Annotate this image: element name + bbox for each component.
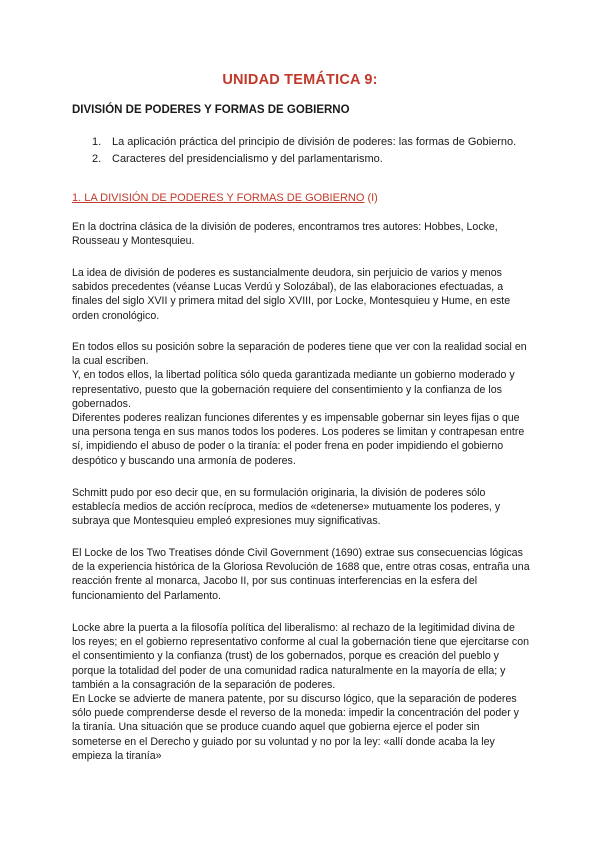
paragraph-block [72, 220, 530, 248]
paragraph-block [72, 266, 530, 323]
paragraph: En la doctrina clásica de la división de poderes, encontramos tres autores: Hobbes, Locke, Rousseau y Montesquieu. [72, 221, 498, 248]
toc-item [92, 151, 552, 168]
paragraph-block [72, 486, 530, 529]
paragraph-block [72, 546, 530, 603]
paragraph-block [72, 621, 530, 763]
subsection-suffix: (I) [364, 192, 378, 204]
toc-item-number: 1. [92, 136, 102, 148]
section-title: DIVISIÓN DE PODERES Y FORMAS DE GOBIERNO [72, 104, 350, 116]
paragraph-block [72, 340, 530, 468]
unit-title: UNIDAD TEMÁTICA 9: [222, 72, 378, 88]
toc-item [92, 134, 552, 151]
paragraph: Y, en todos ellos, la libertad política sólo queda garantizada mediante un gobierno moderado y representativo, puesto que la gobernación requiere del consentimiento y la confianza de los gobernados. [72, 369, 515, 410]
table-of-contents [92, 134, 552, 168]
subsection-title-link[interactable]: 1. LA DIVISIÓN DE PODERES Y FORMAS DE GOBIERNO [72, 192, 365, 204]
paragraph: Diferentes poderes realizan funciones diferentes y es impensable gobernar sin leyes fijas o que una persona tenga en sus manos todos los poderes. Los poderes se limitan y contrapesan entre sí, impidiendo el abuso de poder o la tiranía: el poder frena en poder impidiendo el gobierno despótico y buscando una armonía de poderes. [72, 412, 525, 467]
toc-item-text: La aplicación práctica del principio de división de poderes: las formas de Gobierno. [112, 136, 517, 148]
subsection-heading [72, 192, 378, 204]
paragraph: La idea de división de poderes es sustancialmente deudora, sin perjuicio de varios y menos sabidos precedentes (véanse Lucas Verdú y Solozábal), de las elaboraciones efectuadas, a finales del siglo XVII y primera mitad del siglo XVIII, por Locke, Montesquieu y Hume, en este orden cronológico. [72, 267, 511, 322]
paragraph: El Locke de los Two Treatises dónde Civil Government (1690) extrae sus consecuencias lógicas de la experiencia histórica de la Gloriosa Revolución de 1688 que, entre otras cosas, entraña una reacción frente al monarca, Jacobo II, por sus continuas interferencias en la esfera del funcionamiento del Parlamento. [72, 547, 530, 602]
toc-item-text: Caracteres del presidencialismo y del parlamentarismo. [112, 153, 383, 165]
toc-item-number: 2. [92, 153, 102, 165]
paragraph: En Locke se advierte de manera patente, por su discurso lógico, que la separación de poderes sólo puede comprenderse desde el reverso de la moneda: impedir la concentración del poder y la tiranía. Una situación que se produce cuando aquel que gobierna ejerce el poder sin someterse en el Derecho y guiado por su voluntad y no por la ley: «allí donde acaba la ley empieza la tiranía» [72, 693, 519, 762]
paragraph: Schmitt pudo por eso decir que, en su formulación originaria, la división de poderes sólo establecía medios de acción recíproca, medios de «detenerse» mutuamente los poderes, y subraya que Montesquieu empleó expresiones muy significativas. [72, 487, 501, 528]
paragraph: Locke abre la puerta a la filosofía política del liberalismo: al rechazo de la legitimidad divina de los reyes; en el gobierno representativo conforme al cual la gobernación tiene que ejercitarse con el consentimiento y la confianza (trust) de los gobernados, porque es creación del pueblo y porque la totalidad del poder de una comunidad radica naturalmente en la mayoría de ella; y también a la consagración de la separación de poderes. [72, 622, 529, 691]
paragraph: En todos ellos su posición sobre la separación de poderes tiene que ver con la realidad social en la cual escriben. [72, 341, 527, 368]
